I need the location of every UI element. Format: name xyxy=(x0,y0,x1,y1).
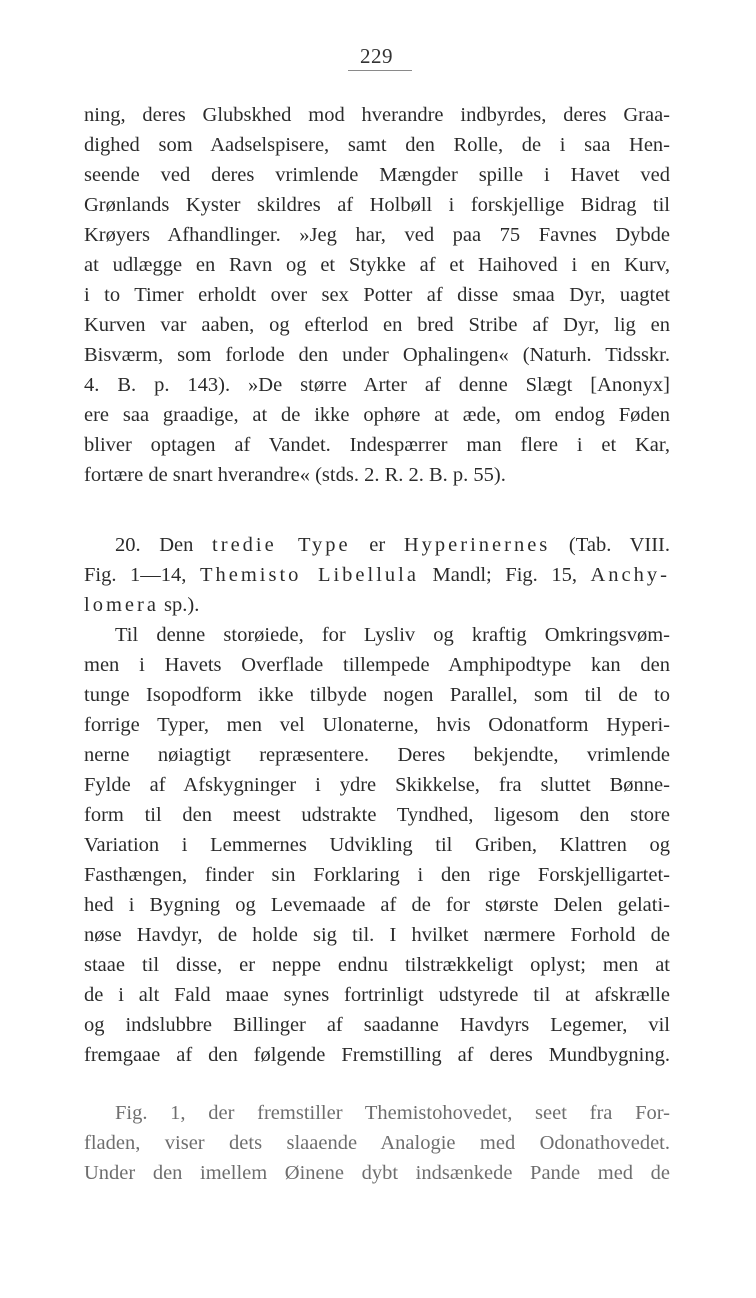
text-line: hed i Bygning og Levemaade af de for største Delen gelati- xyxy=(84,894,670,916)
text-line: fortære de snart hverandre« (stds. 2. R. 2. B. p. 55). xyxy=(84,464,506,486)
text-line: Grønlands Kyster skildres af Holbøll i forskjellige Bidrag til xyxy=(84,194,670,216)
text-line: Under den imellem Øinene dybt indsænkede Pande med de xyxy=(84,1162,670,1184)
page-number-underline xyxy=(348,70,412,71)
text-line: men i Havets Overflade tillempede Amphipodtype kan den xyxy=(84,654,670,676)
text-line: ning, deres Glubskhed mod hverandre indbyrdes, deres Graa- xyxy=(84,104,670,126)
text-line: forrige Typer, men vel Ulonaterne, hvis Odonatform Hyperi- xyxy=(84,714,670,736)
text-line: de i alt Fald maae synes fortrinligt udstyrede til at afskrælle xyxy=(84,984,670,1006)
text-span: er xyxy=(350,534,404,556)
text-line: fladen, viser dets slaaende Analogie med Odonathovedet. xyxy=(84,1132,670,1154)
text-line xyxy=(84,590,670,620)
text-line: bliver optagen af Vandet. Indespærrer man flere i et Kar, xyxy=(84,434,670,456)
text-line: ere saa graadige, at de ikke ophøre at æde, om endog Føden xyxy=(84,404,670,426)
text-span: Fig. 1—14, xyxy=(84,564,200,586)
text-line: dighed som Aadselspisere, samt den Rolle, de i saa Hen- xyxy=(84,134,670,156)
group-name: Hyperinernes xyxy=(403,534,551,556)
page-number: 229 xyxy=(360,44,393,68)
text-line: Krøyers Afhandlinger. »Jeg har, ved paa 75 Favnes Dybde xyxy=(84,224,670,246)
text-span: 20. Den xyxy=(115,534,213,556)
species-name: Themisto Libellula xyxy=(199,564,419,586)
text-line: fremgaae af den følgende Fremstilling af deres Mundbygning. xyxy=(84,1044,670,1066)
text-line: Til denne storøiede, for Lysliv og kraftig Omkringsvøm- xyxy=(115,624,670,646)
text-span: Mandl; Fig. 15, xyxy=(418,564,591,586)
text-line: Bisværm, som forlode den under Ophalingen« (Naturh. Tidsskr. xyxy=(84,344,670,366)
text-line: Kurven var aaben, og efterlod en bred Stribe af Dyr, lig en xyxy=(84,314,670,336)
genus-name: Anchy- xyxy=(590,564,670,586)
text-span: sp.). xyxy=(158,594,200,616)
text-line: i to Timer erholdt over sex Potter af disse smaa Dyr, uagtet xyxy=(84,284,670,306)
text-line: 4. B. p. 143). »De større Arter af denne Slægt [Anonyx] xyxy=(84,374,670,396)
text-span: (Tab. VIII. xyxy=(550,534,670,556)
section-heading-line xyxy=(115,530,670,560)
text-line: staae til disse, er neppe endnu tilstrækkeligt oplyst; men at xyxy=(84,954,670,976)
text-line: Fylde af Afskygninger i ydre Skikkelse, fra sluttet Bønne- xyxy=(84,774,670,796)
text-line: form til den meest udstrakte Tyndhed, ligesom den store xyxy=(84,804,670,826)
text-line: seende ved deres vrimlende Mængder spille i Havet ved xyxy=(84,164,670,186)
text-line: tunge Isopodform ikke tilbyde nogen Parallel, som til de to xyxy=(84,684,670,706)
text-line: nøse Havdyr, de holde sig til. I hvilket nærmere Forhold de xyxy=(84,924,670,946)
text-line: at udlægge en Ravn og et Stykke af et Haihoved i en Kurv, xyxy=(84,254,670,276)
text-line xyxy=(84,560,670,590)
text-line: nerne nøiagtigt repræsentere. Deres bekjendte, vrimlende xyxy=(84,744,670,766)
text-line: og indslubbre Billinger af saadanne Havdyrs Legemer, vil xyxy=(84,1014,670,1036)
text-line: Fig. 1, der fremstiller Themistohovedet, seet fra For- xyxy=(115,1102,670,1124)
text-line: Fasthængen, finder sin Forklaring i den rige Forskjelligartet- xyxy=(84,864,670,886)
type-name: tredie Type xyxy=(212,534,351,556)
genus-name-cont: lomera xyxy=(84,594,159,616)
text-line: Variation i Lemmernes Udvikling til Griben, Klattren og xyxy=(84,834,670,856)
